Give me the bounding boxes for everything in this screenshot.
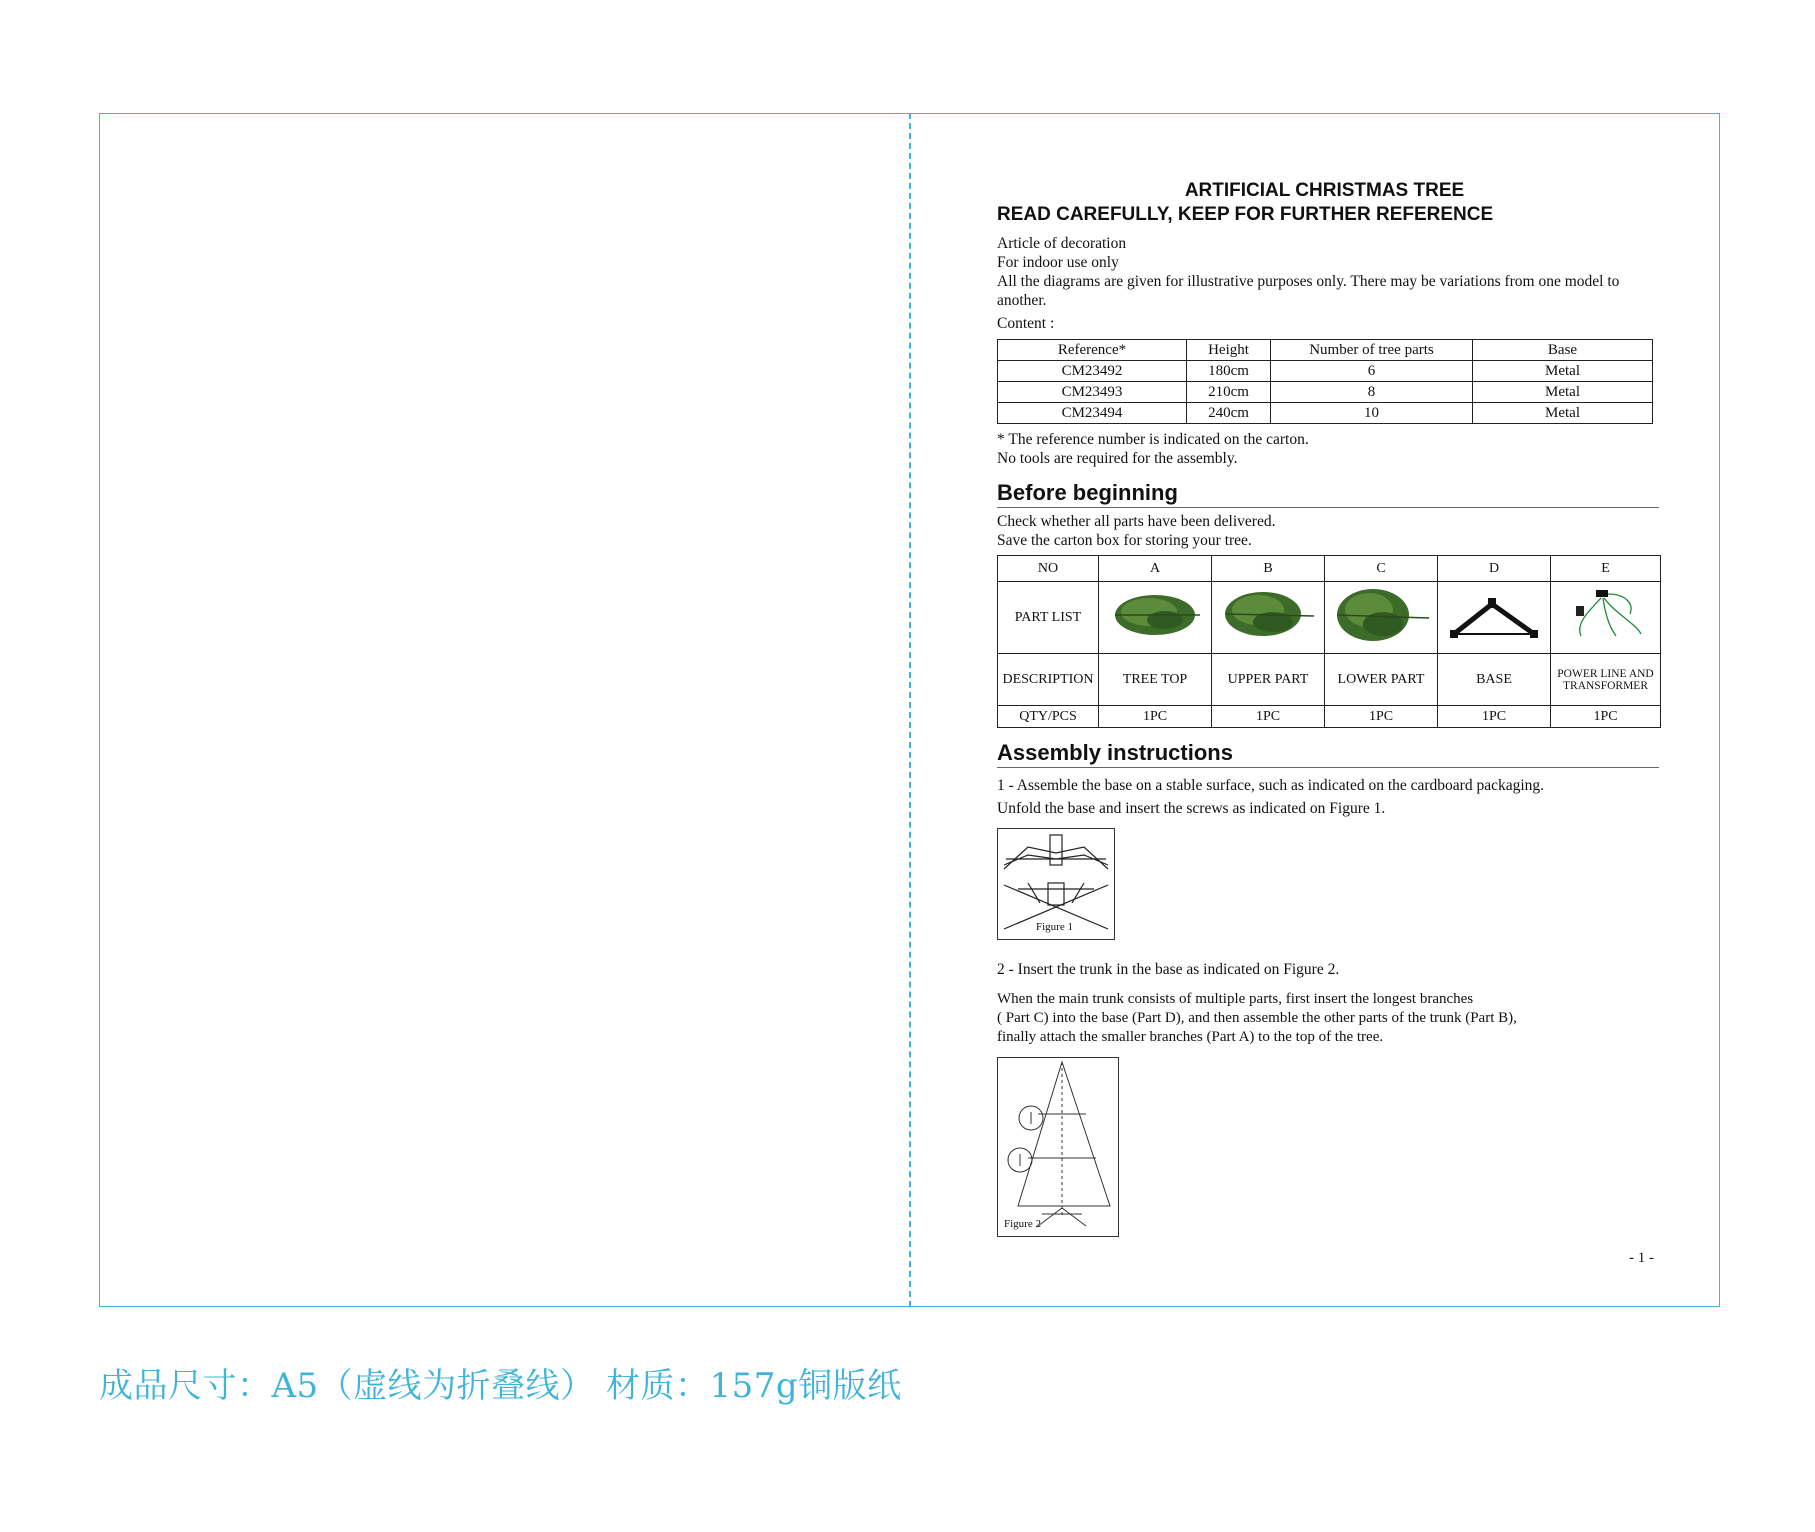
- parts-cell: D: [1438, 556, 1551, 582]
- ref-cell: 8: [1271, 382, 1473, 403]
- before-text: [997, 512, 1662, 550]
- ref-header: Base: [1473, 340, 1653, 361]
- doc-title: ARTIFICIAL CHRISTMAS TREE: [1184, 180, 1465, 201]
- step2-line: ( Part C) into the base (Part D), and then assemble the other parts of the trunk (Part B),: [997, 1010, 1517, 1026]
- parts-cell: POWER LINE AND TRANSFORMER: [1551, 654, 1661, 706]
- ref-header: Number of tree parts: [1271, 340, 1473, 361]
- doc-subtitle: READ CAREFULLY, KEEP FOR FURTHER REFERENCE: [997, 204, 1494, 225]
- tree-assembly-diagram: [998, 1058, 1118, 1236]
- section-heading-assembly: Assembly instructions: [997, 740, 1659, 768]
- part-image-upper-part: [1212, 582, 1325, 654]
- print-spec-footer: 成品尺寸：A5（虚线为折叠线） 材质：157g铜版纸: [99, 1366, 902, 1406]
- part-image-base: [1438, 582, 1551, 654]
- reference-table: [997, 339, 1653, 424]
- table-row: [998, 382, 1653, 403]
- parts-cell: BASE: [1438, 654, 1551, 706]
- tree-stand-icon: [1444, 584, 1544, 646]
- ref-cell: 210cm: [1187, 382, 1271, 403]
- step2-text: 2 - Insert the trunk in the base as indicated on Figure 2.: [997, 961, 1340, 978]
- fold-line: [909, 113, 911, 1307]
- parts-cell: 1PC: [1099, 706, 1212, 728]
- parts-cell: 1PC: [1551, 706, 1661, 728]
- ref-cell: 180cm: [1187, 361, 1271, 382]
- parts-cell: NO: [998, 556, 1099, 582]
- ref-header: Reference*: [998, 340, 1187, 361]
- power-cable-icon: [1556, 584, 1656, 646]
- step1-line: Unfold the base and insert the screws as indicated on Figure 1.: [997, 800, 1386, 817]
- part-image-power-line: [1551, 582, 1661, 654]
- tree-branch-icon: [1105, 584, 1205, 646]
- intro-line: Article of decoration: [997, 235, 1127, 252]
- parts-cell: QTY/PCS: [998, 706, 1099, 728]
- ref-header: Height: [1187, 340, 1271, 361]
- table-row: [998, 582, 1661, 654]
- table-row: [998, 556, 1661, 582]
- ref-cell: CM23494: [998, 403, 1187, 424]
- parts-cell: E: [1551, 556, 1661, 582]
- table-row: [998, 403, 1653, 424]
- step1-text: [997, 774, 1662, 820]
- parts-cell: 1PC: [1438, 706, 1551, 728]
- ref-cell: 6: [1271, 361, 1473, 382]
- ref-cell: Metal: [1473, 403, 1653, 424]
- page-number: - 1 -: [1629, 1250, 1654, 1266]
- step2-line: When the main trunk consists of multiple parts, first insert the longest branches: [997, 991, 1474, 1007]
- tree-branch-icon: [1331, 584, 1431, 646]
- ref-cell: Metal: [1473, 382, 1653, 403]
- instruction-page: [997, 180, 1662, 1266]
- parts-cell: TREE TOP: [1099, 654, 1212, 706]
- parts-table: [997, 555, 1661, 728]
- parts-cell: 1PC: [1325, 706, 1438, 728]
- table-row: [998, 654, 1661, 706]
- ref-cell: CM23493: [998, 382, 1187, 403]
- before-line: Save the carton box for storing your tree.: [997, 532, 1252, 549]
- parts-cell: LOWER PART: [1325, 654, 1438, 706]
- before-line: Check whether all parts have been delivered.: [997, 513, 1276, 530]
- step2-detail: [997, 990, 1662, 1047]
- note-line: No tools are required for the assembly.: [997, 450, 1238, 467]
- ref-cell: Metal: [1473, 361, 1653, 382]
- intro-line: All the diagrams are given for illustrative purposes only. There may be variations from one model to another.: [997, 273, 1620, 309]
- tree-branch-icon: [1218, 584, 1318, 646]
- figure-2: [997, 1057, 1119, 1237]
- part-image-tree-top: [1099, 582, 1212, 654]
- table-row: [998, 706, 1661, 728]
- intro-line: For indoor use only: [997, 254, 1119, 271]
- content-label: Content :: [997, 315, 1055, 332]
- ref-cell: CM23492: [998, 361, 1187, 382]
- figure-2-caption: Figure 2: [1004, 1218, 1041, 1230]
- step2-line: finally attach the smaller branches (Part A) to the top of the tree.: [997, 1029, 1384, 1045]
- ref-cell: 240cm: [1187, 403, 1271, 424]
- figure-1: [997, 828, 1115, 940]
- parts-cell: C: [1325, 556, 1438, 582]
- table-row: [998, 361, 1653, 382]
- part-image-lower-part: [1325, 582, 1438, 654]
- section-heading-before: Before beginning: [997, 480, 1659, 508]
- ref-cell: 10: [1271, 403, 1473, 424]
- parts-cell: UPPER PART: [1212, 654, 1325, 706]
- parts-cell: DESCRIPTION: [998, 654, 1099, 706]
- note-line: * The reference number is indicated on the carton.: [997, 431, 1309, 448]
- figure-1-caption: Figure 1: [1036, 921, 1073, 933]
- parts-cell: 1PC: [1212, 706, 1325, 728]
- parts-cell: B: [1212, 556, 1325, 582]
- parts-cell: PART LIST: [998, 582, 1099, 654]
- step1-line: 1 - Assemble the base on a stable surface, such as indicated on the cardboard packaging.: [997, 777, 1545, 794]
- parts-cell: A: [1099, 556, 1212, 582]
- notes: [997, 430, 1662, 468]
- intro-text: [997, 234, 1662, 310]
